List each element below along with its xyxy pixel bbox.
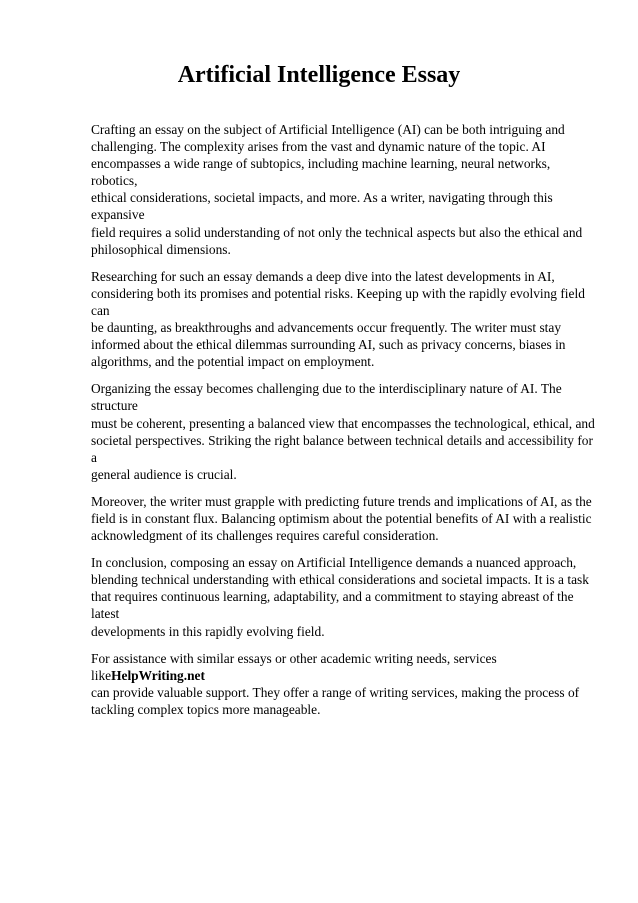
paragraph-conclusion: In conclusion, composing an essay on Artificial Intelligence demands a nuanced approach, blending technical understanding with ethical considerations and societal impacts. It is a task that requires continuous learning, adaptability, and a commitment to staying abreast of the latest developments in this rapidly evolving field. xyxy=(91,555,589,639)
paragraph-research: Researching for such an essay demands a deep dive into the latest developments in AI, considering both its promises and potential risks. Keeping up with the rapidly evolving field can be daunting, as breakthroughs and advancements occur frequently. The writer must stay informed about the ethical dilemmas surrounding AI, such as privacy concerns, biases in algorithms, and the potential impact on employment. xyxy=(91,268,585,370)
closing-text-before-brand: For assistance with similar essays or other academic writing needs, services like xyxy=(91,650,497,683)
paragraph-intro: Crafting an essay on the subject of Artificial Intelligence (AI) can be both intriguing and challenging. The complexity arises from the vast and dynamic nature of the topic. AI encompasses a wide range of subtopics, including machine learning, neural networks, robotics, ethical considerations, societal impacts, and more. As a writer, navigating through this expansive field requires a solid understanding of not only the technical aspects but also the ethical and philosophical dimensions. xyxy=(91,122,583,257)
document-title: Artificial Intelligence Essay xyxy=(177,62,461,88)
closing-text-after-brand: can provide valuable support. They offer a range of writing services, making the process of tackling complex topics more manageable. xyxy=(91,684,580,717)
paragraph-closing xyxy=(91,650,597,718)
document-body xyxy=(91,121,597,728)
brand-name: HelpWriting.net xyxy=(111,667,205,683)
paragraph-organizing: Organizing the essay becomes challenging due to the interdisciplinary nature of AI. The structure must be coherent, presenting a balanced view that encompasses the technological, ethical, and societal perspectives. Striking the right balance between technical details and accessibility for a general audience is crucial. xyxy=(91,381,595,482)
paragraph-future-trends: Moreover, the writer must grapple with predicting future trends and implications of AI, as the field is in constant flux. Balancing optimism about the potential benefits of AI with a realistic acknowledgment of its challenges requires careful consideration. xyxy=(91,493,592,544)
